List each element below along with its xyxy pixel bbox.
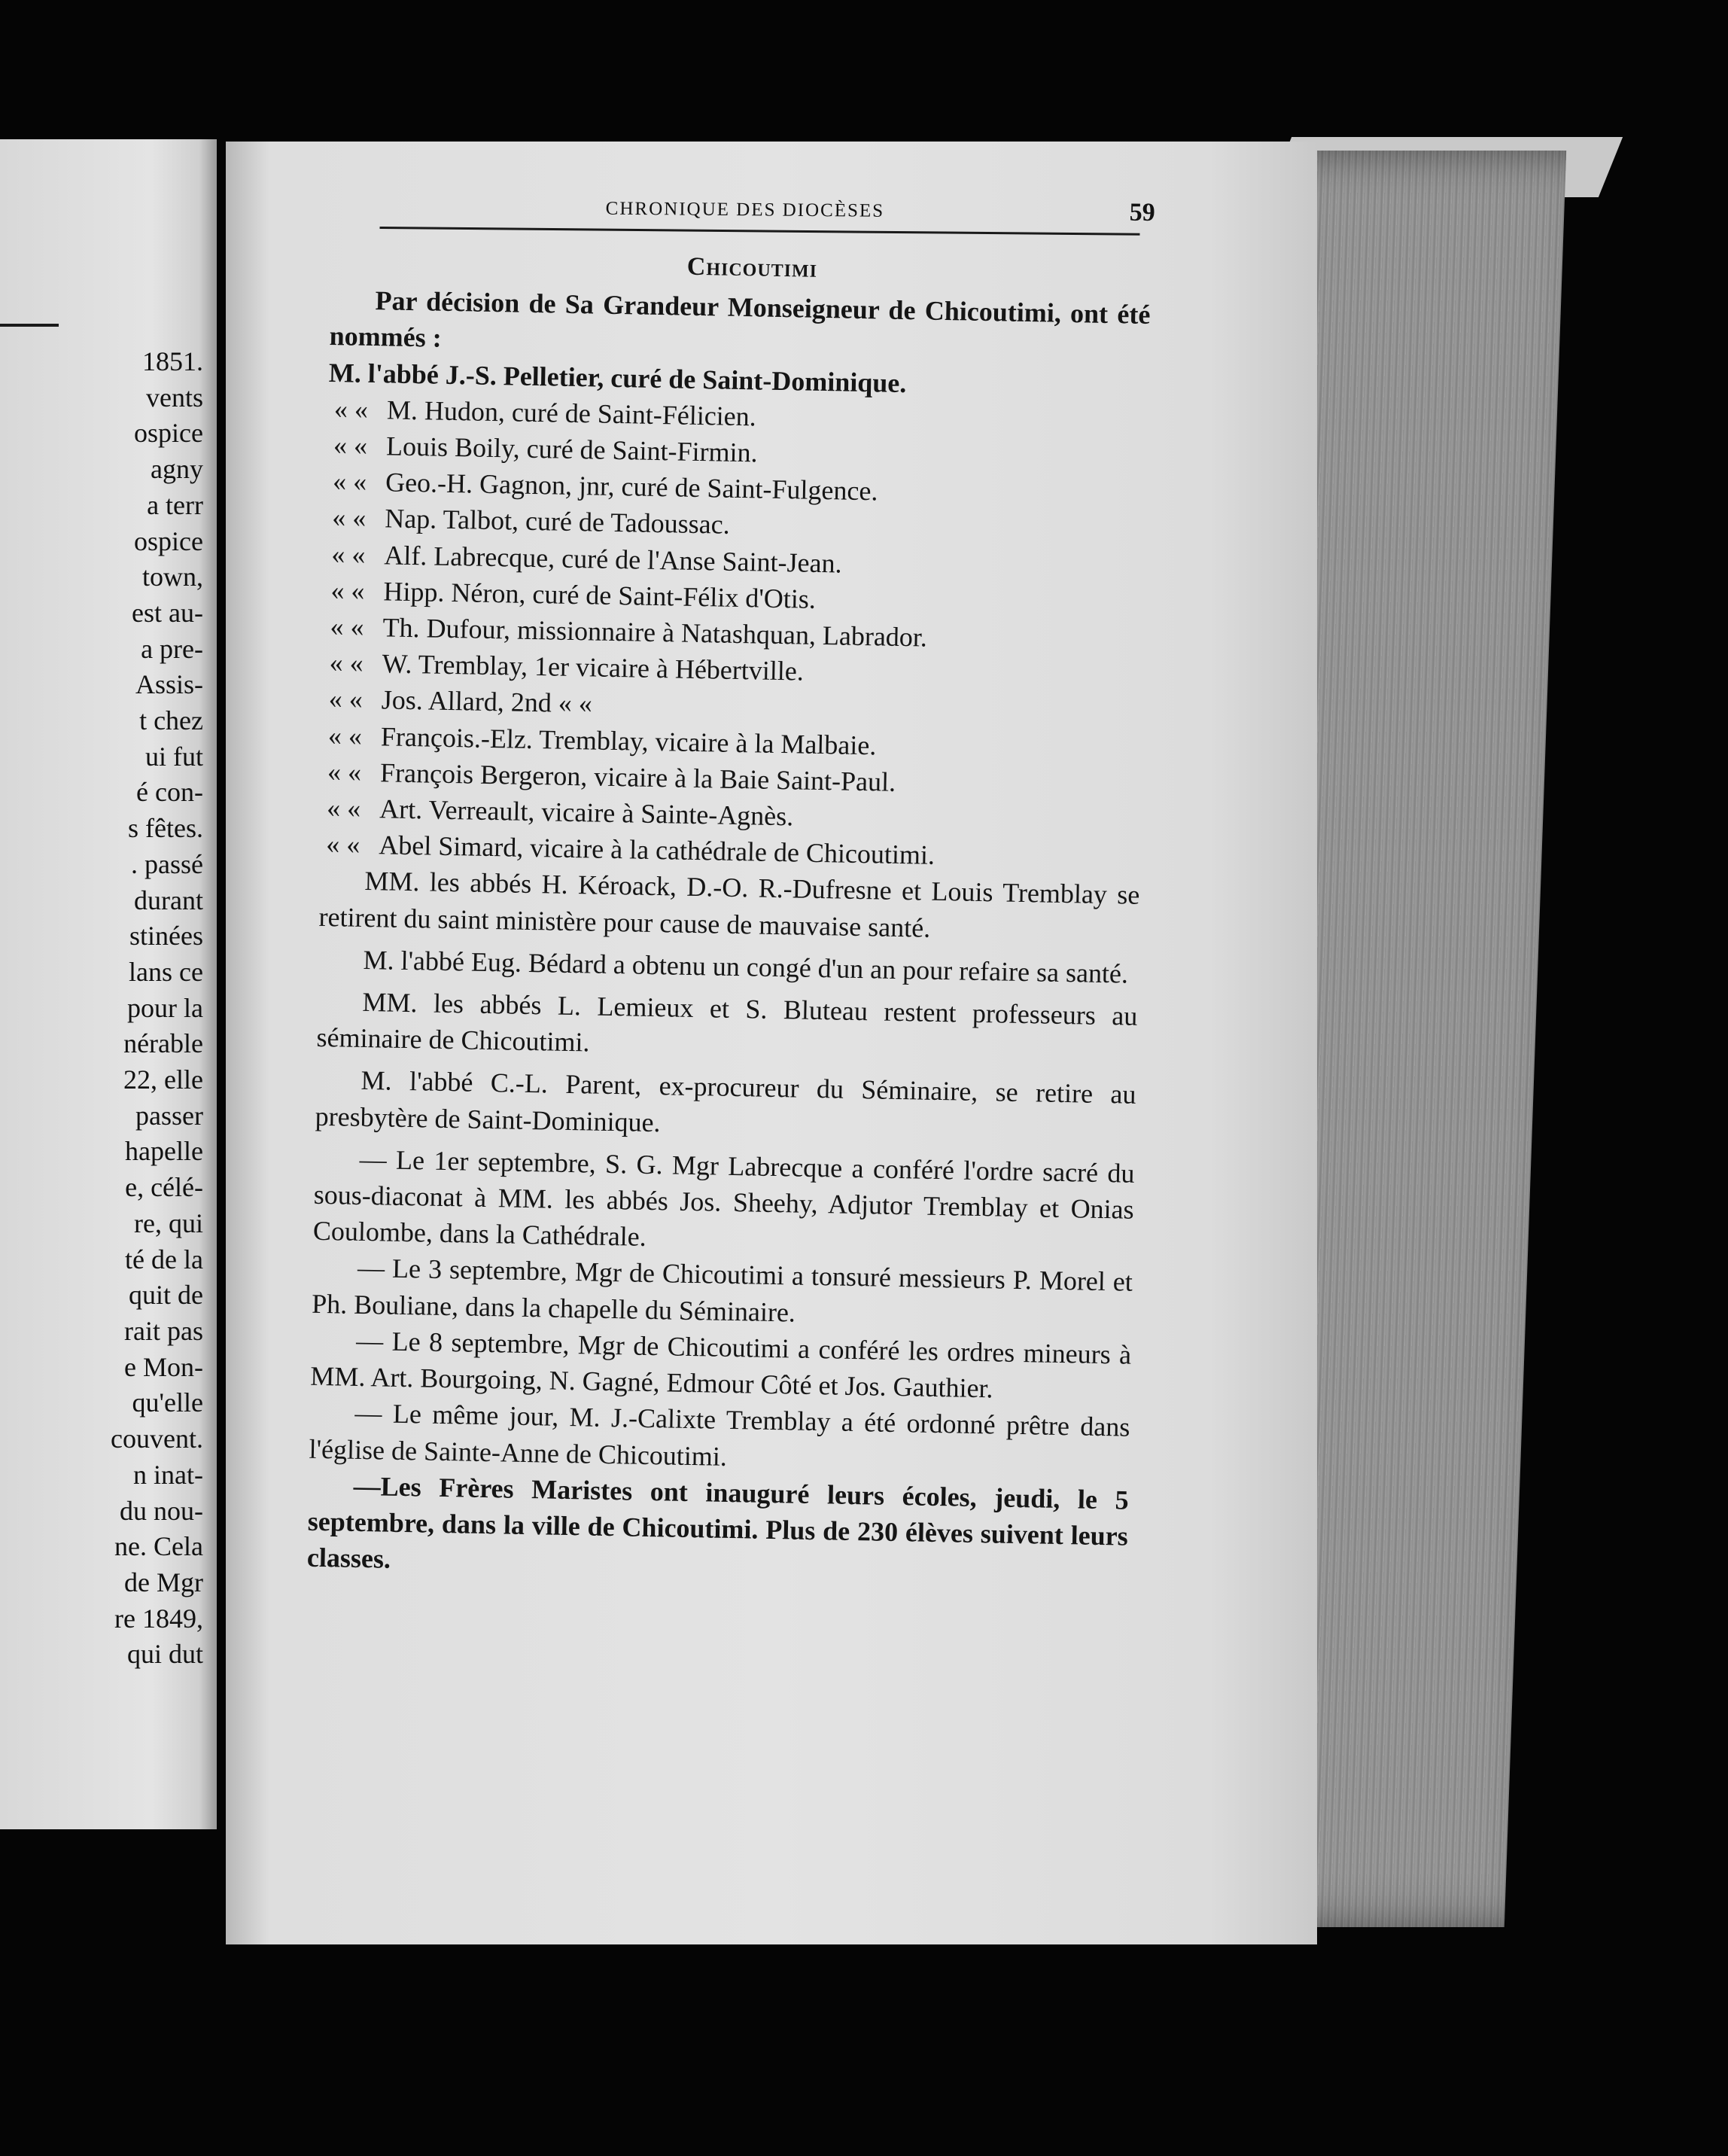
appointment-text: Art. Verreault, vicaire à Sainte-Agnès. xyxy=(379,793,794,832)
left-page-line: 1851. xyxy=(142,346,203,376)
appointment-text: W. Tremblay, 1er vicaire à Hébertville. xyxy=(382,648,805,687)
ditto-mark: « « xyxy=(330,611,365,642)
appointment-text: Geo.-H. Gagnon, jnr, curé de Saint-Fulgence. xyxy=(385,467,878,507)
appointment-text: François.-Elz. Tremblay, vicaire à la Malbaie. xyxy=(380,720,877,761)
left-page-line: t chez xyxy=(139,705,203,736)
appointment-text: M. Hudon, curé de Saint-Félicien. xyxy=(386,394,757,432)
left-page-line: town, xyxy=(142,562,203,592)
news-paragraph: — Le 3 septembre, Mgr de Chicoutimi a tonsuré messieurs P. Morel et Ph. Bouliane, dans la chapelle du Séminaire. xyxy=(311,1253,1133,1328)
ditto-mark: « « xyxy=(331,538,366,570)
left-page-line: ne. Cela xyxy=(114,1531,203,1562)
ditto-mark: « « xyxy=(331,502,367,534)
left-page xyxy=(0,139,217,1829)
left-page-line: té de la xyxy=(125,1244,203,1274)
left-page-line: pour la xyxy=(127,992,203,1023)
appointment-text: François Bergeron, vicaire à la Baie Saint-Paul. xyxy=(379,757,896,797)
left-page-line: nérable xyxy=(123,1028,203,1059)
left-page-line: est au- xyxy=(132,597,203,628)
left-page-line: n inat- xyxy=(133,1459,203,1490)
appointment-text: Abel Simard, vicaire à la cathédrale de Chicoutimi. xyxy=(378,830,935,871)
left-page-line: durant xyxy=(134,885,203,915)
left-page-line: Assis- xyxy=(135,669,203,700)
news-paragraph: MM. les abbés L. Lemieux et S. Bluteau restent professeurs au séminaire de Chicoutimi. xyxy=(316,986,1138,1058)
left-page-line: stinées xyxy=(129,921,203,952)
appointment-list xyxy=(320,391,1148,878)
left-page-line: quit de xyxy=(129,1280,203,1311)
appointment-text: Jos. Allard, 2nd « « xyxy=(381,684,593,719)
news-paragraphs xyxy=(307,862,1140,1591)
left-page-line: agny xyxy=(151,454,203,485)
left-page-line: e, célé- xyxy=(125,1172,203,1203)
left-page-line: rait pas xyxy=(124,1315,203,1346)
left-page-line: re, qui xyxy=(134,1207,203,1238)
left-page-line: lans ce xyxy=(129,956,203,987)
ditto-mark: « « xyxy=(327,756,362,787)
left-page-line: du nou- xyxy=(120,1495,203,1526)
left-page-rule xyxy=(0,324,59,327)
left-page-line: ospice xyxy=(134,525,203,556)
ditto-mark: « « xyxy=(327,720,363,751)
intro-paragraph: Par décision de Sa Grandeur Monseigneur de Chicoutimi, ont été nommés : xyxy=(329,285,1151,354)
ditto-mark: « « xyxy=(332,466,367,498)
left-page-line: passer xyxy=(135,1100,203,1131)
left-page-text xyxy=(111,344,203,1673)
ditto-mark: « « xyxy=(328,684,364,715)
ditto-mark: « « xyxy=(333,393,369,425)
news-paragraph: —Les Frères Maristes ont inauguré leurs écoles, jeudi, le 5 septembre, dans la ville de Chicoutimi. Plus de 230 élèves suivent leurs classes. xyxy=(306,1470,1129,1574)
news-paragraph: — Le 1er septembre, S. G. Mgr Labrecque a conféré l'ordre sacré du sous-diaconat à MM. les abbés Jos. Sheehy, Adjutor Tremblay et Onias Coulombe, dans la Cathédrale. xyxy=(312,1143,1135,1253)
news-paragraph: — Le 8 septembre, Mgr de Chicoutimi a conféré les ordres mineurs à MM. Art. Bourgoing, N. Gagné, Edmour Côté et Jos. Gauthier. xyxy=(310,1325,1132,1404)
news-paragraph: — Le même jour, M. J.-Calixte Tremblay a été ordonné prêtre dans l'église de Sainte-Anne de Chicoutimi. xyxy=(309,1398,1130,1472)
appointment-text: Nap. Talbot, curé de Tadoussac. xyxy=(384,503,731,541)
news-paragraph: MM. les abbés H. Kéroack, D.-O. R.-Dufresne et Louis Tremblay se retirent du saint ministère pour cause de mauvaise santé. xyxy=(318,866,1140,943)
news-paragraph: M. l'abbé C.-L. Parent, ex-procureur du Séminaire, se retire au presbytère de Saint-Dominique. xyxy=(315,1065,1136,1137)
left-page-line: vents xyxy=(146,382,203,413)
left-page-line: re 1849, xyxy=(114,1603,203,1634)
left-page-line: a terr xyxy=(147,489,203,520)
appointment-text: Alf. Labrecque, curé de l'Anse Saint-Jean. xyxy=(384,539,842,579)
appointment-text: Th. Dufour, missionnaire à Natashquan, Labrador. xyxy=(382,612,928,653)
ditto-mark: « « xyxy=(326,793,361,824)
appointment-text: Louis Boily, curé de Saint-Firmin. xyxy=(385,431,758,468)
left-page-line: hapelle xyxy=(125,1136,203,1167)
left-page-line: s fêtes. xyxy=(128,813,203,844)
left-page-line: de Mgr xyxy=(124,1567,203,1597)
left-page-line: e Mon- xyxy=(124,1351,203,1382)
left-page-line: ospice xyxy=(134,418,203,449)
ditto-mark: « « xyxy=(330,574,365,606)
news-paragraph: M. l'abbé Eug. Bédard a obtenu un congé d'un an pour refaire sa santé. xyxy=(363,944,1129,989)
left-page-line: qu'elle xyxy=(132,1387,203,1418)
left-page-line: a pre- xyxy=(141,633,203,664)
first-appointment: M. l'abbé J.-S. Pelletier, curé de Saint-Dominique. xyxy=(328,357,907,398)
left-page-line: qui dut xyxy=(126,1639,203,1670)
page-number: 59 xyxy=(1129,198,1155,227)
left-page-line: . passé xyxy=(131,848,203,879)
left-page-line: ui fut xyxy=(145,741,203,772)
left-page-line: couvent. xyxy=(111,1424,203,1454)
section-heading: Chicoutimi xyxy=(686,252,818,283)
page-body xyxy=(307,242,1151,1591)
left-page-line: 22, elle xyxy=(123,1064,203,1095)
ditto-mark: « « xyxy=(325,829,361,860)
ditto-mark: « « xyxy=(333,430,368,461)
page-header xyxy=(379,186,1155,238)
running-head: CHRONIQUE DES DIOCÈSES xyxy=(605,198,885,221)
left-page-line: é con- xyxy=(136,777,203,808)
appointment-text: Hipp. Néron, curé de Saint-Félix d'Otis. xyxy=(383,576,817,614)
ditto-mark: « « xyxy=(329,647,364,679)
